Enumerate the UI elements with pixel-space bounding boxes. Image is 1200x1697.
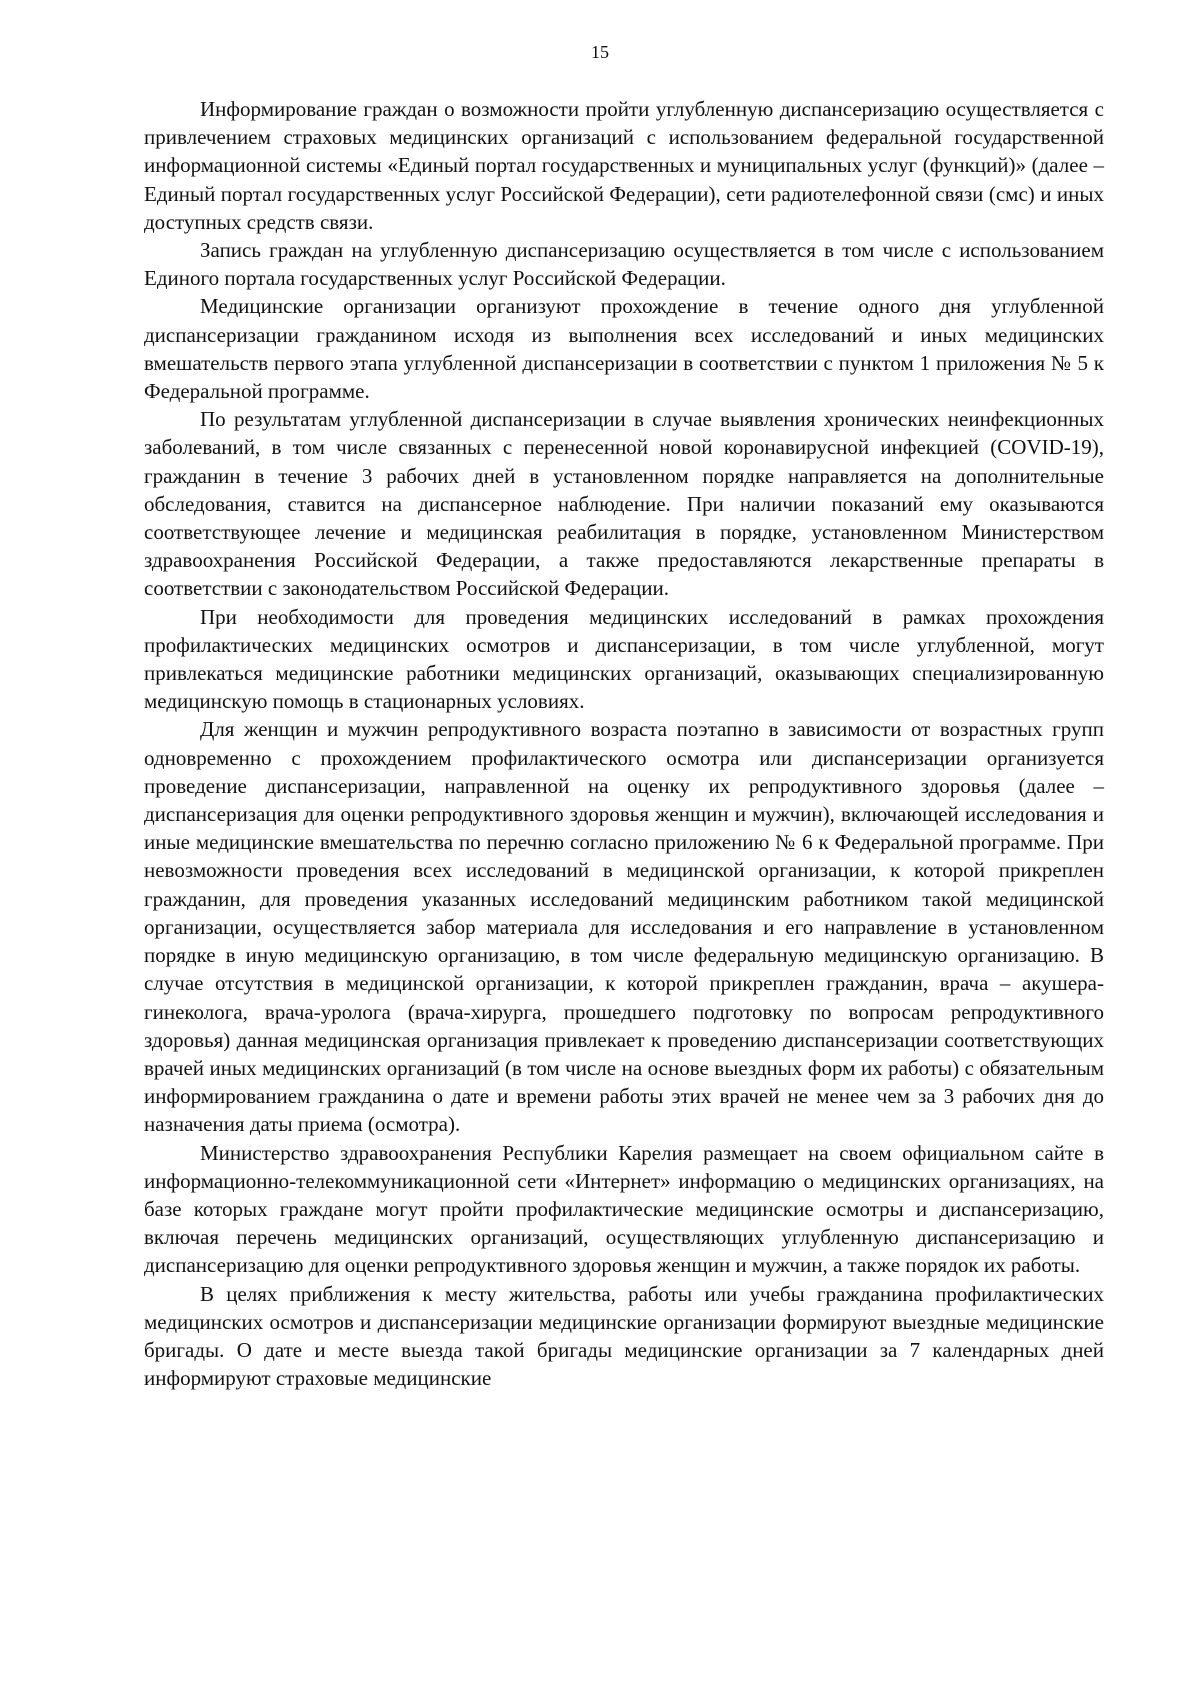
paragraph-mobile-teams: В целях приближения к месту жительства, работы или учебы гражданина профилактических медицинских осмотров и диспансеризации медицинские организации формируют выездные медицинские бригады. О дате и месте выезда такой бригады медицинские организации за 7 календарных дней информируют страховые медицинские [144,1281,1104,1391]
paragraph-ministry-publication: Министерство здравоохранения Республики Карелия размещает на своем официальном сайте в информационно-телекоммуникационной сети «Интернет» информацию о медицинских организациях, на базе которых граждане могут пройти профилактические медицинские осмотры и диспансеризацию, включая перечень медицинских организаций, осуществляющих углубленную диспансеризацию и диспансеризацию для оценки репродуктивного здоровья женщин и мужчин, а также порядок их работы. [144,1140,1104,1278]
paragraph-registration: Запись граждан на углубленную диспансеризацию осуществляется в том числе с использованием Единого портала государственных услуг Российской Федерации. [144,238,1104,291]
paragraph-involving-specialists: При необходимости для проведения медицинских исследований в рамках прохождения профилактических медицинских осмотров и диспансеризации, в том числе углубленной, могут привлекаться медицинские работники медицинских организаций, оказывающих специализированную медицинскую помощь в стационарных условиях. [144,604,1104,714]
paragraph-one-day-examination: Медицинские организации организуют прохождение в течение одного дня углубленной диспансеризации гражданином исходя из выполнения всех исследований и иных медицинских вмешательств первого этапа углубленной диспансеризации в соответствии с пунктом 1 приложения № 5 к Федеральной программе. [144,294,1104,404]
paragraph-reproductive-health: Для женщин и мужчин репродуктивного возраста поэтапно в зависимости от возрастных групп одновременно с прохождением профилактического осмотра или диспансеризации организуется проведение диспансеризации, направленной на оценку их репродуктивного здоровья (далее – диспансеризация для оценки репродуктивного здоровья женщин и мужчин), включающей исследования и иные медицинские вмешательства по перечню согласно приложению № 6 к Федеральной программе. При невозможности проведения всех исследований в медицинской организации, к которой прикреплен гражданин, для проведения указанных исследований медицинским работником такой медицинской организации, осуществляется забор материала для исследования и его направление в установленном порядке в иную медицинскую организацию, в том числе федеральную медицинскую организацию. В случае отсутствия в медицинской организации, к которой прикреплен гражданин, врача – акушера-гинеколога, врача-уролога (врача-хирурга, прошедшего подготовку по вопросам репродуктивного здоровья) данная медицинская организация привлекает к проведению диспансеризации соответствующих врачей иных медицинских организаций (в том числе на основе выездных форм их работы) с обязательным информированием гражданина о дате и времени работы этих врачей не менее чем за 3 рабочих дня до назначения даты приема (осмотра). [144,717,1104,1137]
page-number: 15 [591,42,609,62]
document-body [144,95,1104,1392]
paragraph-results-followup: По результатам углубленной диспансеризации в случае выявления хронических неинфекционных заболеваний, в том числе связанных с перенесенной новой коронавирусной инфекцией (COVID-19), гражданин в течение 3 рабочих дней в установленном порядке направляется на дополнительные обследования, ставится на диспансерное наблюдение. При наличии показаний ему оказываются соответствующее лечение и медицинская реабилитация в порядке, установленном Министерством здравоохранения Российской Федерации, а также предоставляются лекарственные препараты в соответствии с законодательством Российской Федерации. [144,407,1104,601]
paragraph-informing-citizens: Информирование граждан о возможности пройти углубленную диспансеризацию осуществляется с привлечением страховых медицинских организаций с использованием федеральной государственной информационной системы «Единый портал государственных и муниципальных услуг (функций)» (далее – Единый портал государственных услуг Российской Федерации), сети радиотелефонной связи (смс) и иных доступных средств связи. [144,97,1104,234]
